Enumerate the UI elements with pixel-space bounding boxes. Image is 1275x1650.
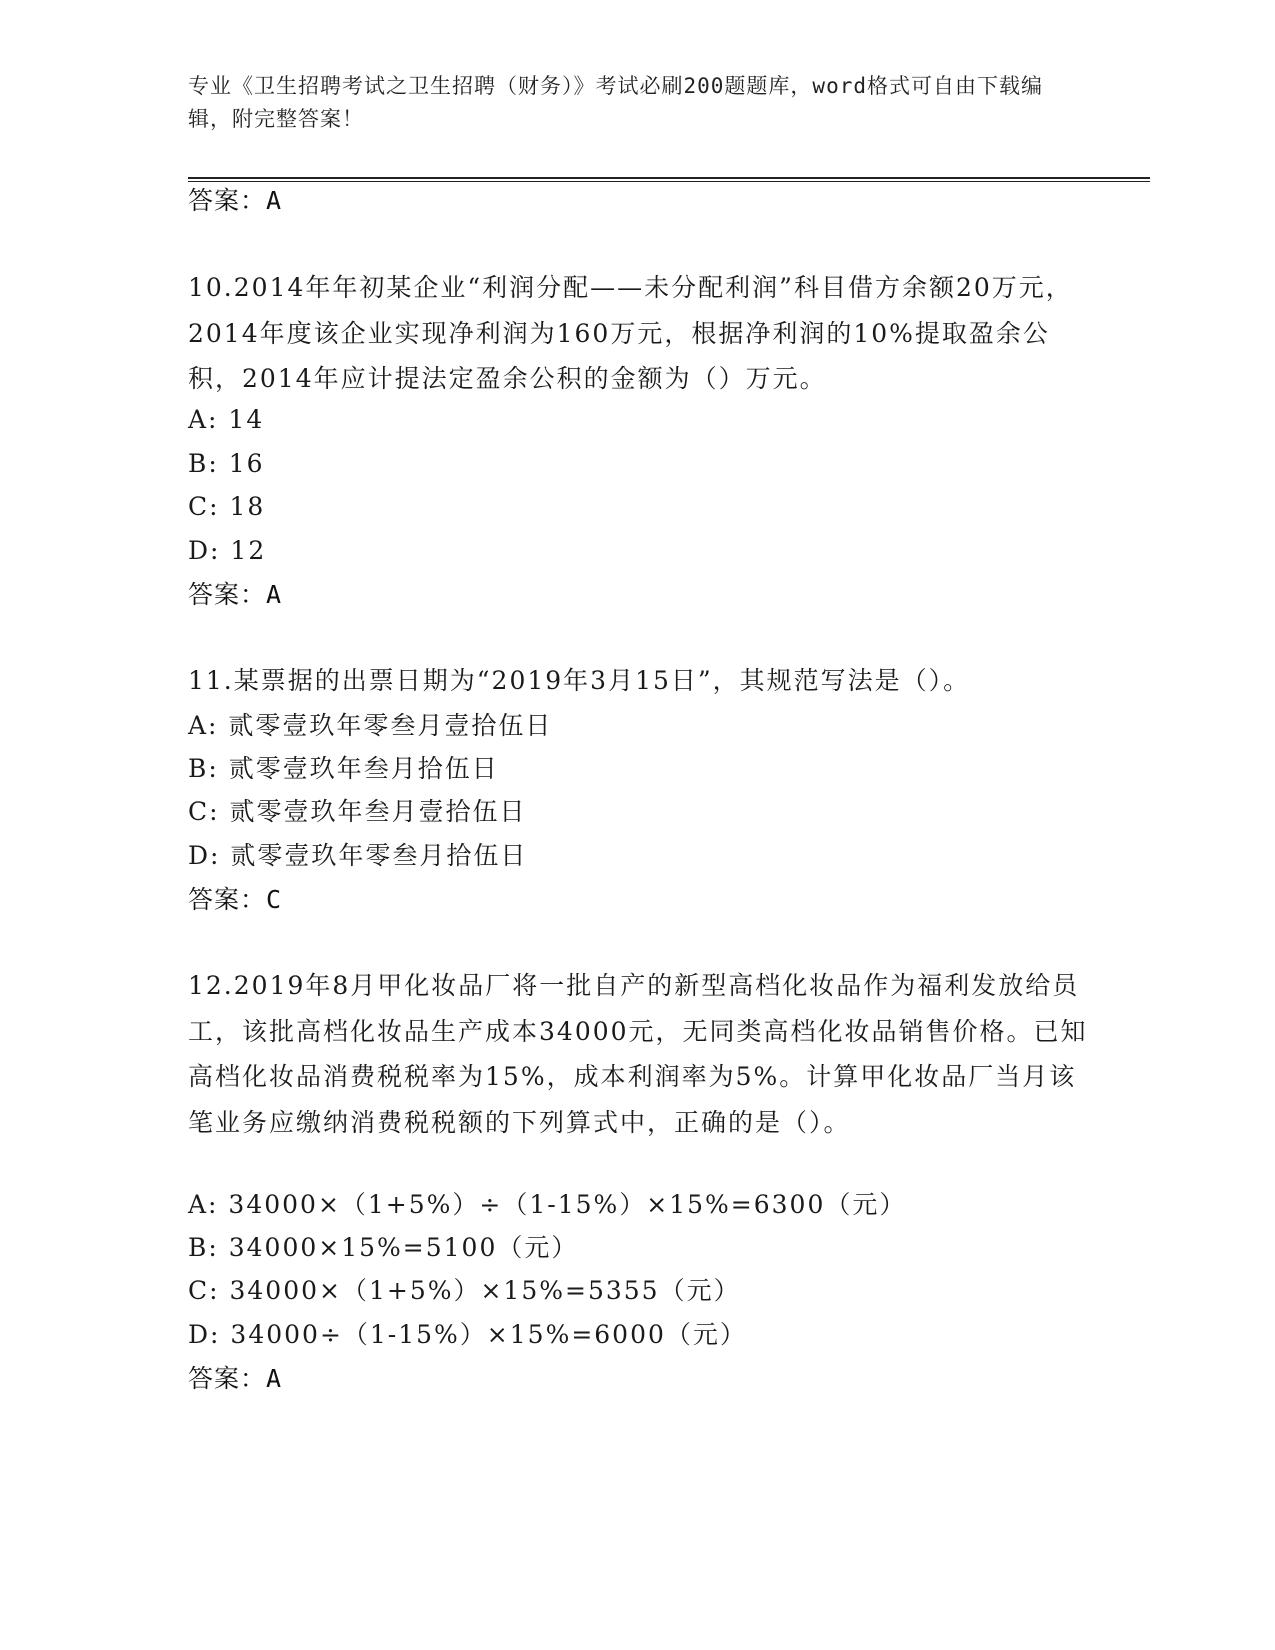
question-text: 12.2019年8月甲化妆品厂将一批自产的新型高档化妆品作为福利发放给员工，该批高档化妆品生产成本34000元，无同类高档化妆品销售价格。已知高档化妆品消费税税率为15%，成本利润率为5%。计算甲化妆品厂当月该笔业务应缴纳消费税税额的下列算式中，正确的是（）。 [188, 971, 1088, 1137]
option-c: C: 34000×（1+5%）×15%=5355（元） [188, 1276, 741, 1305]
answer-line: 答案：A [188, 580, 283, 609]
option-c: C: 18 [188, 492, 266, 521]
option-d: D: 34000÷（1-15%）×15%=6000（元） [188, 1320, 747, 1349]
option-d: D: 12 [188, 536, 267, 565]
option-d: D: 贰零壹玖年零叁月拾伍日 [188, 841, 528, 870]
answer-line: 答案：A [188, 1364, 283, 1393]
option-b: B: 16 [188, 449, 265, 478]
answer-line: 答案：A [188, 186, 283, 215]
question-text: 10.2014年年初某企业“利润分配——未分配利润”科目借方余额20万元，2014年度该企业实现净利润为160万元，根据净利润的10%提取盈余公积，2014年应计提法定盈余公积的金额为（）万元。 [188, 273, 1073, 394]
option-a: A: 34000×（1+5%）÷（1-15%）×15%=6300（元） [188, 1190, 907, 1219]
header-divider [188, 177, 1150, 182]
option-a: A: 14 [188, 405, 265, 434]
option-a: A: 贰零壹玖年零叁月壹拾伍日 [188, 711, 553, 740]
option-b: B: 34000×15%=5100（元） [188, 1233, 579, 1262]
document-header: 专业《卫生招聘考试之卫生招聘（财务）》考试必刷200题题库，word格式可自由下载编辑，附完整答案！ [188, 74, 1043, 131]
question-text: 11.某票据的出票日期为“2019年3月15日”，其规范写法是（）。 [188, 666, 971, 695]
option-c: C: 贰零壹玖年叁月壹拾伍日 [188, 797, 527, 826]
option-b: B: 贰零壹玖年叁月拾伍日 [188, 754, 499, 783]
answer-line: 答案：C [188, 885, 283, 914]
